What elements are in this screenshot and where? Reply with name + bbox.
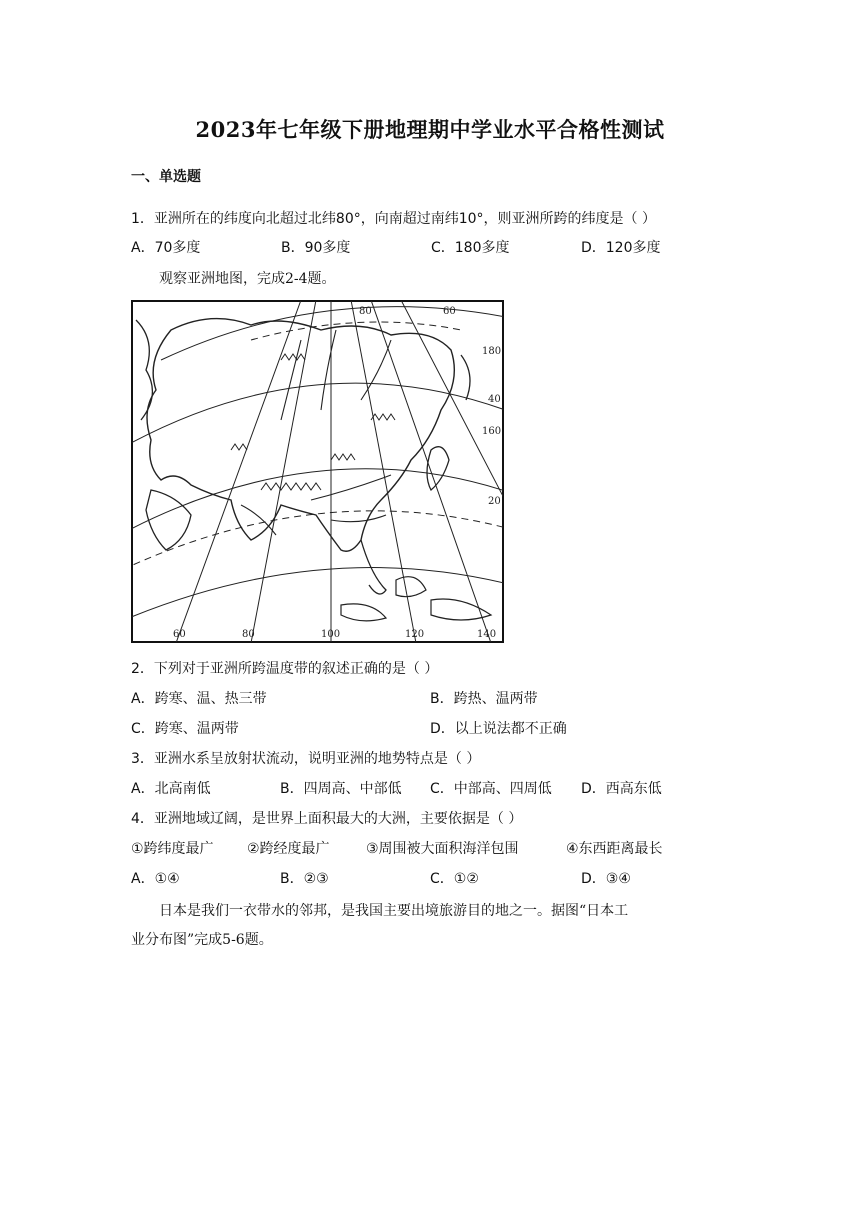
q2-option-d: D．以上说法都不正确 xyxy=(430,721,567,737)
q4-option-b: B．②③ xyxy=(280,871,329,887)
q2-option-a: A．跨寒、温、热三带 xyxy=(131,691,267,707)
q3-option-c: C．中部高、四周低 xyxy=(430,781,552,797)
q4-option-d: D．③④ xyxy=(581,871,631,887)
q1-option-c: C．180多度 xyxy=(431,240,510,256)
section-heading: 一、单选题 xyxy=(131,169,201,185)
q2-option-b: B．跨热、温两带 xyxy=(430,691,538,707)
map-label-bottom: 120 xyxy=(405,629,425,640)
q3-option-b: B．四周高、中部低 xyxy=(280,781,402,797)
map-label-right: 20 xyxy=(488,496,501,507)
q4-statement-2: ②跨经度最广 xyxy=(247,841,330,857)
q3-option-a: A．北高南低 xyxy=(131,781,211,797)
page-title: 2023年七年级下册地理期中学业水平合格性测试 xyxy=(195,117,665,142)
japan-intro-line1: 日本是我们一衣带水的邻邦，是我国主要出境旅游目的地之一。据图“日本工 xyxy=(159,903,629,919)
map-label-bottom: 80 xyxy=(242,629,255,640)
q1-option-d: D．120多度 xyxy=(581,240,661,256)
map-label-bottom: 100 xyxy=(321,629,341,640)
map-label-right: 180 xyxy=(482,346,502,357)
map-label-right: 160 xyxy=(482,426,502,437)
q1-option-b: B．90多度 xyxy=(281,240,351,256)
q4-statement-4: ④东西距离最长 xyxy=(566,841,663,857)
japan-intro-line2: 业分布图”完成5-6题。 xyxy=(131,932,273,948)
q1-stem: 1．亚洲所在的纬度向北超过北纬80°，向南超过南纬10°，则亚洲所跨的纬度是（ ） xyxy=(131,211,656,227)
q4-stem: 4．亚洲地域辽阔，是世界上面积最大的大洲，主要依据是（ ） xyxy=(131,811,523,827)
q4-statement-1: ①跨纬度最广 xyxy=(131,841,214,857)
map-intro: 观察亚洲地图，完成2-4题。 xyxy=(159,271,336,287)
asia-map xyxy=(131,300,504,643)
q4-option-c: C．①② xyxy=(430,871,479,887)
map-label-top: 60 xyxy=(443,306,456,317)
map-label-top: 80 xyxy=(359,306,372,317)
map-label-bottom: 60 xyxy=(173,629,186,640)
q4-option-a: A．①④ xyxy=(131,871,180,887)
q3-option-d: D．西高东低 xyxy=(581,781,662,797)
q2-option-c: C．跨寒、温两带 xyxy=(131,721,239,737)
q4-statement-3: ③周围被大面积海洋包围 xyxy=(366,841,519,857)
q3-stem: 3．亚洲水系呈放射状流动，说明亚洲的地势特点是（ ） xyxy=(131,751,481,767)
q1-option-a: A．70多度 xyxy=(131,240,201,256)
q2-stem: 2．下列对于亚洲所跨温度带的叙述正确的是（ ） xyxy=(131,661,439,677)
map-label-right: 40 xyxy=(488,394,501,405)
map-label-bottom: 140 xyxy=(477,629,497,640)
